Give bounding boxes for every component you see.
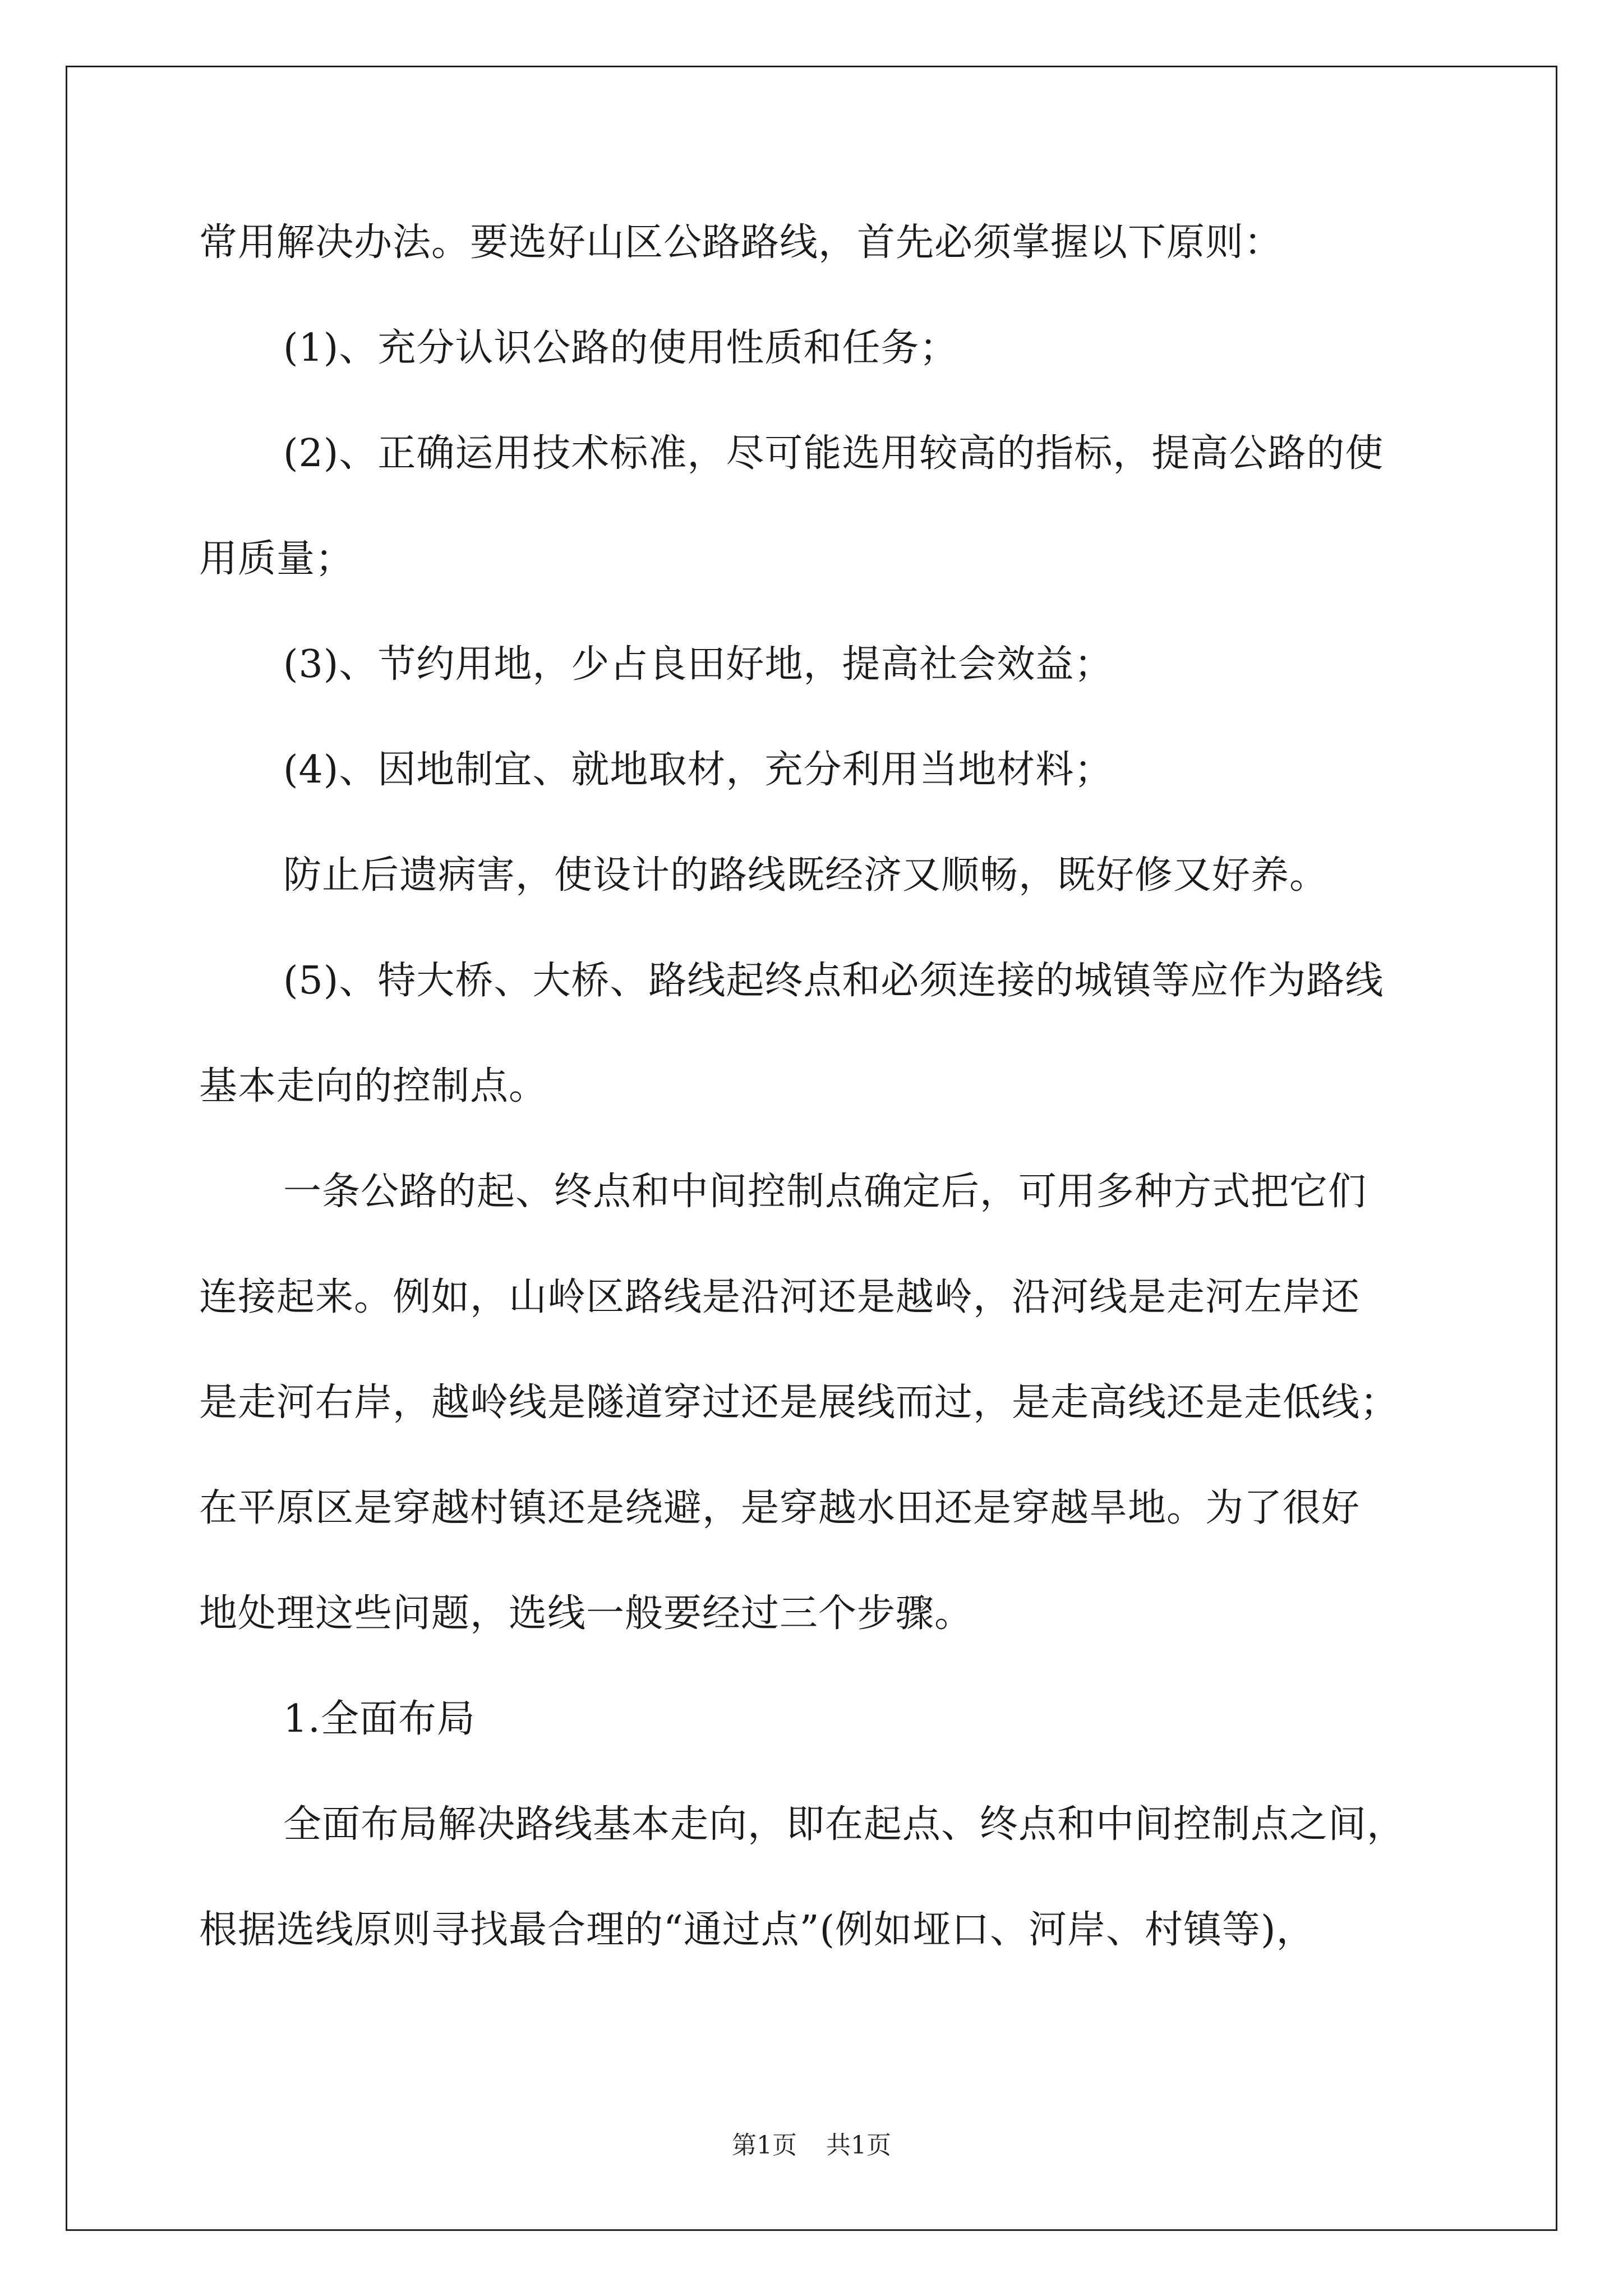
text-line: (1)、充分认识公路的使用性质和任务； [283,326,958,370]
page-footer [0,2126,1623,2165]
text-line: 连接起来。例如，山岭区路线是沿河还是越岭，沿河线是走河左岸还 [199,1275,1361,1319]
text-line: 根据选线原则寻找最合理的“通过点”(例如垭口、河岸、村镇等)， [199,1908,1315,1952]
text-line: (3)、节约用地，少占良田好地，提高社会效益； [283,642,1113,687]
page-number: 第1页 [732,2131,797,2160]
text-line: 常用解决办法。要选好山区公路路线，首先必须掌握以下原则： [199,220,1283,265]
text-line: 全面布局解决路线基本走向，即在起点、终点和中间控制点之间， [283,1802,1406,1847]
section-heading: 1.全面布局 [283,1697,476,1741]
text-line: 是走河右岸，越岭线是隧道穿过还是展线而过，是走高线还是走低线； [199,1381,1399,1425]
text-line: (4)、因地制宜、就地取材，充分利用当地材料； [283,748,1113,792]
text-line: 用质量； [199,537,354,581]
text-line: 地处理这些问题，选线一般要经过三个步骤。 [199,1591,974,1636]
text-line: 基本走向的控制点。 [199,1064,548,1108]
text-line: 防止后遗病害，使设计的路线既经济又顺畅，既好修又好养。 [283,853,1329,898]
page-total: 共1页 [826,2131,891,2160]
text-line: 在平原区是穿越村镇还是绕避，是穿越水田还是穿越旱地。为了很好 [199,1486,1361,1530]
text-line: 一条公路的起、终点和中间控制点确定后，可用多种方式把它们 [283,1170,1367,1214]
text-line: (2)、正确运用技术标准，尽可能选用较高的指标，提高公路的使 [283,431,1384,476]
text-line: (5)、特大桥、大桥、路线起终点和必须连接的城镇等应作为路线 [283,959,1384,1003]
